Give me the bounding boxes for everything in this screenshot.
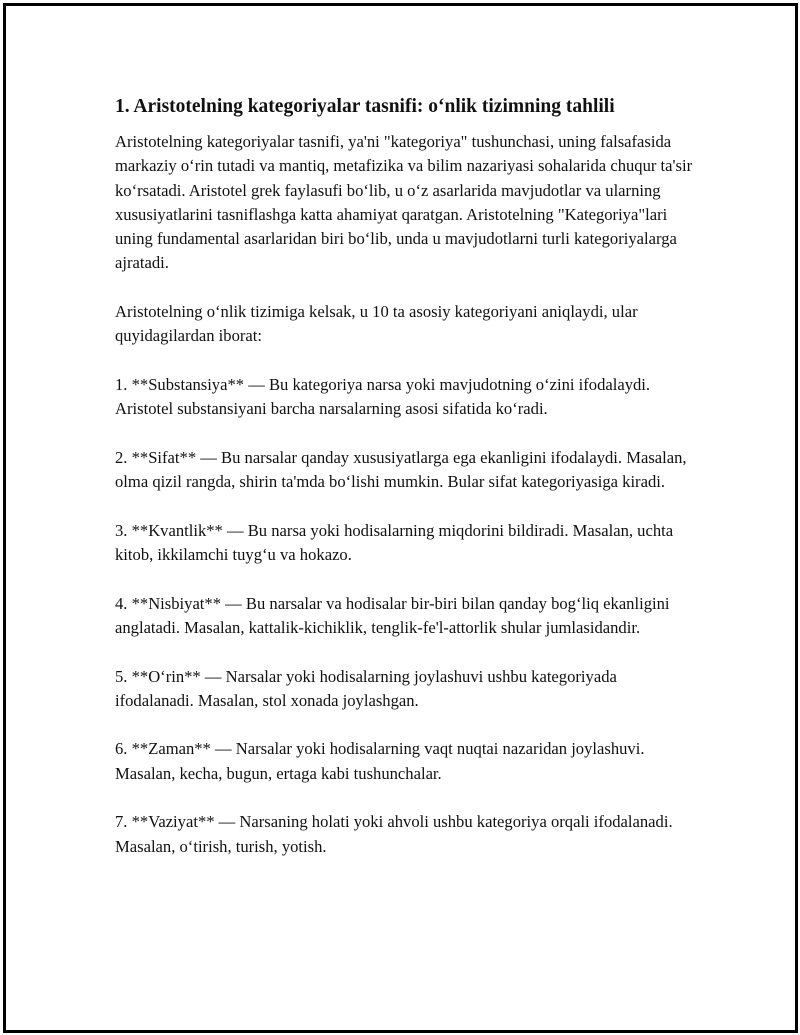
category-item-sifat: 2. **Sifat** — Bu narsalar qanday xususiyatlarga ega ekanligini ifodalaydi. Masalan, olma qizil rangda, shirin ta'mda boʻlishi mumkin. Bular sifat kategoriyasiga kiradi. (115, 447, 687, 492)
category-item-orin: 5. **Oʻrin** — Narsalar yoki hodisalarning joylashuvi ushbu kategoriyada ifodalanadi. Masalan, stol xonada joylashgan. (115, 666, 617, 710)
document-body (115, 94, 695, 883)
category-item-nisbiyat: 4. **Nisbiyat** — Bu narsalar va hodisalar bir-biri bilan qanday bogʻliq ekanligini anglatadi. Masalan, kattalik-kichiklik, tenglik-fe'l-attorlik shular jumlasidandir. (115, 593, 670, 637)
category-item-zaman: 6. **Zaman** — Narsalar yoki hodisalarning vaqt nuqtai nazaridan joylashuvi. Masalan, kecha, bugun, ertaga kabi tushunchalar. (115, 739, 645, 783)
categories-lead-paragraph: Aristotelning oʻnlik tizimiga kelsak, u 10 ta asosiy kategoriyani aniqlaydi, ular quyidagilardan iborat: (115, 302, 638, 346)
category-item-kvantlik: 3. **Kvantlik** — Bu narsa yoki hodisalarning miqdorini bildiradi. Masalan, uchta kitob, ikkilamchi tuygʻu va hokazo. (115, 520, 674, 565)
intro-paragraph: Aristotelning kategoriyalar tasnifi, ya'ni "kategoriya" tushunchasi, uning falsafasida markaziy oʻrin tutadi va mantiq, metafizika va bilim nazariyasi sohalarida chuqur ta'sir koʻrsatadi. Aristotel grek faylasufi boʻlib, u oʻz asarlarida mavjudotlar va ularning xususiyatlarini tasniflashga katta ahamiyat qaratgan. Aristotelning "Kategoriya"lari uning fundamental asarlaridan biri boʻlib, unda u mavjudotlarni turli kategoriyalarga ajratadi. (115, 132, 693, 273)
category-item-vaziyat: 7. **Vaziyat** — Narsaning holati yoki ahvoli ushbu kategoriya orqali ifodalanadi. Masalan, oʻtirish, turish, yotish. (115, 812, 673, 856)
section-heading: 1. Aristotelning kategoriyalar tasnifi: oʻnlik tizimning tahlili (115, 96, 615, 117)
category-item-substansiya: 1. **Substansiya** — Bu kategoriya narsa yoki mavjudotning oʻzini ifodalaydi. Aristotel substansiyani barcha narsalarning asosi sifatida koʻradi. (115, 374, 651, 419)
